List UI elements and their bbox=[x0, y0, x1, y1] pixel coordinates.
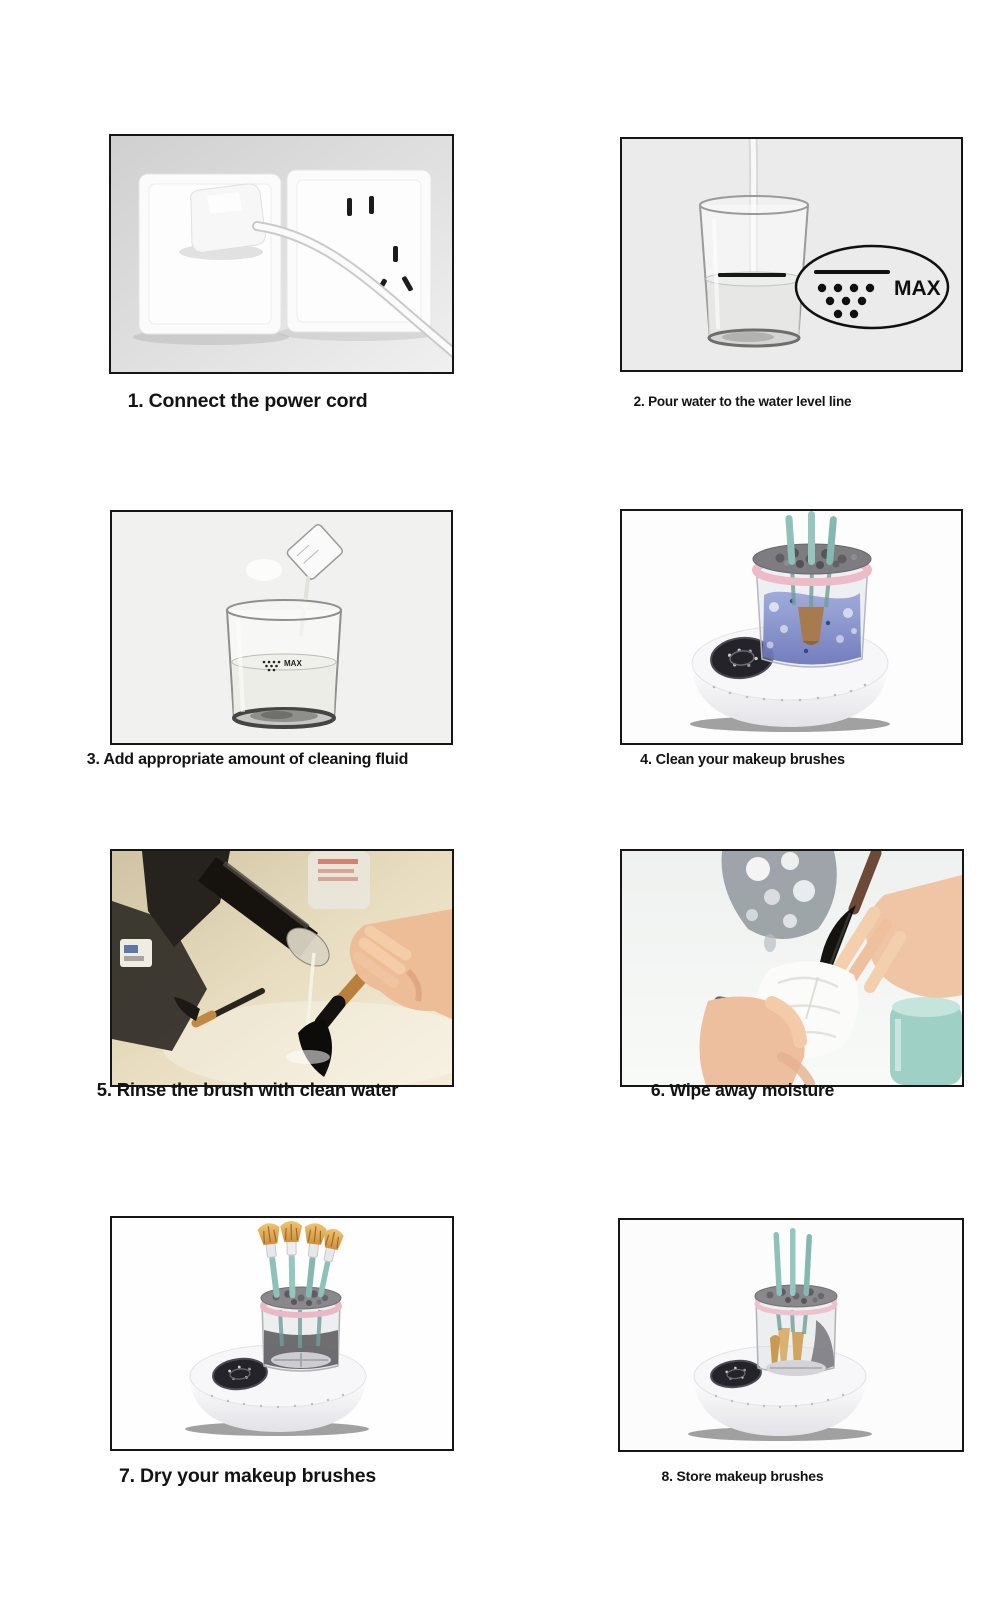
step-5-panel bbox=[110, 849, 454, 1087]
splash bbox=[286, 1050, 330, 1064]
max-label: MAX bbox=[894, 277, 941, 300]
step-6-caption: 6. Wipe away moisture bbox=[650, 1080, 835, 1100]
textured-lid bbox=[755, 1285, 837, 1307]
step-2-panel bbox=[620, 137, 963, 372]
add-fluid-illustration bbox=[112, 512, 451, 743]
drying-device-illustration bbox=[112, 1218, 452, 1449]
step-8-caption: 8. Store makeup brushes bbox=[661, 1468, 824, 1484]
max-label-small: MAX bbox=[284, 659, 302, 668]
wipe-photo bbox=[622, 851, 962, 1085]
step-1-caption: 1. Connect the power cord bbox=[127, 390, 368, 412]
storage-device-illustration bbox=[620, 1220, 962, 1450]
step-3-panel bbox=[110, 510, 453, 745]
pour-water-illustration bbox=[622, 139, 961, 370]
step-4-caption: 4. Clean your makeup brushes bbox=[640, 752, 845, 768]
power-plug bbox=[179, 184, 265, 260]
step-6-panel bbox=[620, 849, 964, 1087]
rinse-photo bbox=[112, 851, 452, 1085]
step-4-panel bbox=[620, 509, 963, 745]
water-level-line bbox=[718, 273, 786, 277]
step-7-panel bbox=[110, 1216, 454, 1451]
step-3-caption: 3. Add appropriate amount of cleaning fluid bbox=[86, 751, 409, 768]
step-5-caption: 5. Rinse the brush with clean water bbox=[96, 1079, 399, 1100]
max-level-callout bbox=[796, 246, 948, 328]
left-hand bbox=[699, 997, 810, 1086]
power-outlet-illustration bbox=[111, 136, 452, 372]
right-outlet-plate bbox=[287, 170, 431, 332]
cleaning-device-illustration bbox=[622, 511, 961, 743]
step-2-caption: 2. Pour water to the water level line bbox=[633, 394, 852, 409]
step-1-panel bbox=[109, 134, 454, 374]
textured-lid bbox=[261, 1287, 341, 1309]
glass-cup bbox=[700, 196, 808, 346]
teal-jar bbox=[890, 997, 962, 1085]
step-8-panel bbox=[618, 1218, 964, 1452]
step-7-caption: 7. Dry your makeup brushes bbox=[118, 1465, 377, 1487]
